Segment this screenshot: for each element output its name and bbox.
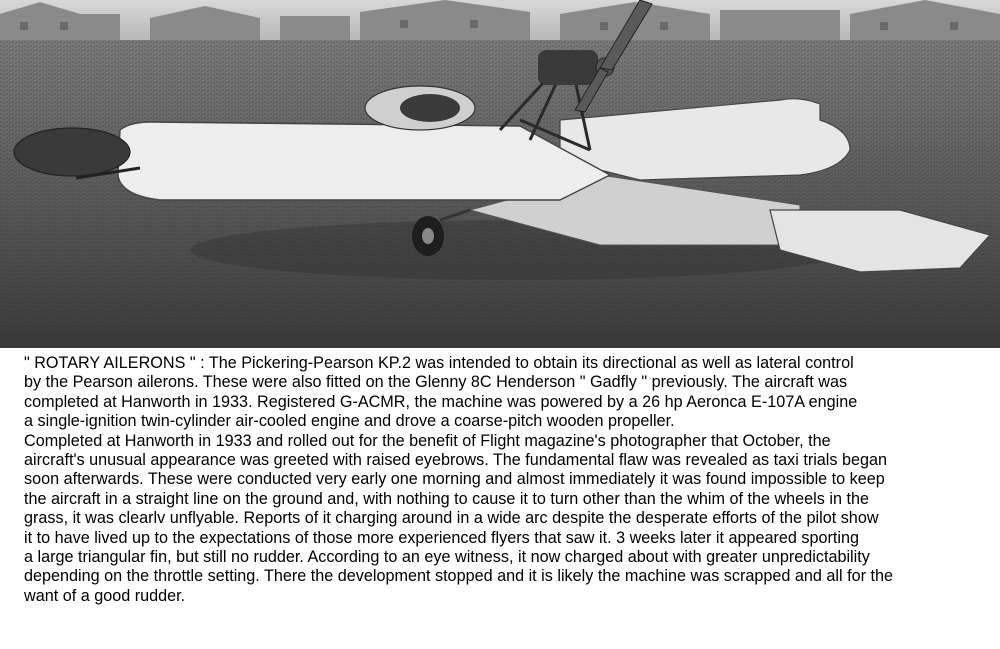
caption-text (24, 354, 994, 606)
caption-line: soon afterwards. These were conducted very early one morning and almost immediately it was found impossible to keep (24, 470, 885, 489)
caption-line: by the Pearson ailerons. These were also fitted on the Glenny 8C Henderson " Gadfly " previously. The aircraft was (24, 373, 848, 392)
caption-line: " ROTARY AILERONS " : The Pickering-Pearson KP.2 was intended to obtain its directional as well as lateral control (24, 354, 854, 372)
caption-line: a large triangular fin, but still no rudder. According to an eye witness, it now charged about with greater unpredictability (24, 547, 870, 566)
caption-line: the aircraft in a straight line on the ground and, with nothing to cause it to turn other than the whim of the wheels in the (24, 489, 869, 508)
caption-line: depending on the throttle setting. There the development stopped and it is likely the machine was scrapped and all for the (24, 567, 893, 586)
caption-line: Completed at Hanworth in 1933 and rolled out for the benefit of Flight magazine's photographer that October, the (24, 431, 831, 450)
caption-line: want of a good rudder. (24, 586, 186, 605)
caption-line: it to have lived up to the expectations of those more experienced flyers that saw it. 3 weeks later it appeared sporting (24, 528, 860, 547)
caption-line: grass, it was clearlv unflyable. Reports of it charging around in a wide arc despite the desperate efforts of the pilot show (24, 509, 879, 528)
caption-line: aircraft's unusual appearance was greeted with raised eyebrows. The fundamental flaw was revealed as taxi trials began (24, 450, 888, 469)
caption-line: completed at Hanworth in 1933. Registered G-ACMR, the machine was powered by a 26 hp Aeronca E-107A engine (24, 392, 858, 411)
caption-line: a single-ignition twin-cylinder air-cooled engine and drove a coarse-pitch wooden propeller. (24, 412, 675, 431)
